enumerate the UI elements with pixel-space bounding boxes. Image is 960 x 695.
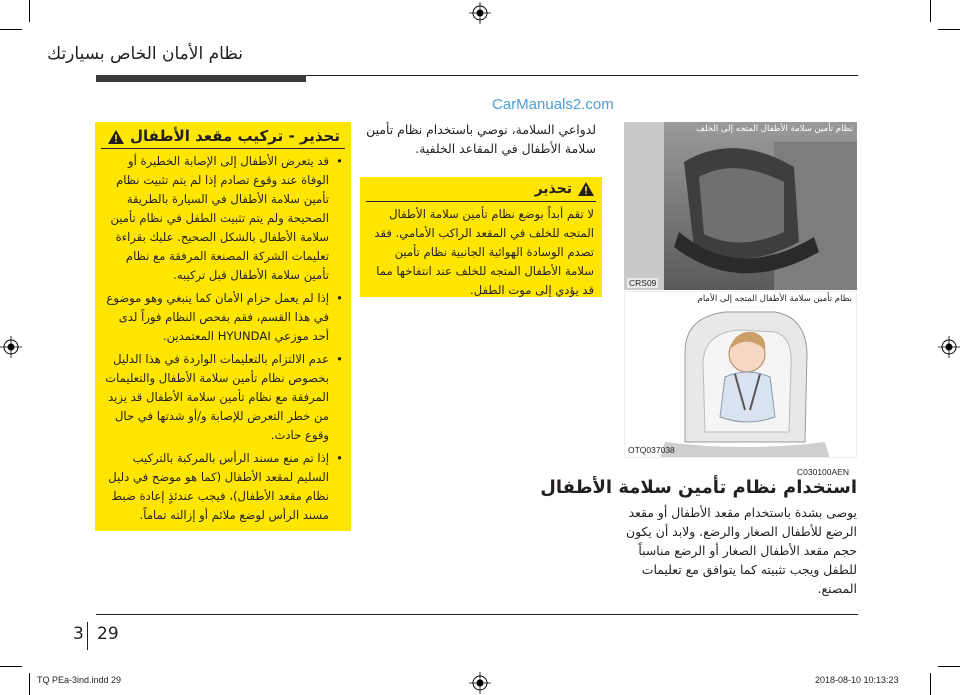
crop-mark	[29, 0, 30, 22]
figure-caption: نظام تأمين سلامة الأطفال المتجه إلى الخلف	[696, 124, 853, 134]
warning-triangle-icon	[108, 130, 124, 144]
warning-triangle-icon	[578, 182, 594, 196]
car-seat-illustration	[624, 122, 857, 290]
forward-facing-seat-illustration	[624, 291, 857, 458]
page-header-title: نظام الأمان الخاص بسيارتك	[47, 44, 243, 64]
chapter-number: 3	[73, 624, 84, 644]
section-body: يوصى بشدة باستخدام مقعد الأطفال أو مقعد الرضع للأطفال الصغار والرضع. ولابد أن يكون حجم مقعد الأطفال الصغار أو الرضع مناسباً للطفل ويجب تثبيته كما يتوافق مع تعليمات المصنع.	[625, 505, 857, 596]
registration-mark-icon	[469, 2, 491, 24]
warning-item: • قد يتعرض الأطفال إلى الإصابة الخطيرة أو الوفاة عند وقوع تصادم إذا لم يتم تثبيت نظام تأمين سلامة الأطفال في السيارة بالطريقة الصحيحة ولم يتم تثبيت الطفل في نظام تأمين سلامة الأطفال بالشكل الصحيح. عليك بقراءة تعليمات الشركة المصنعة المرفقة مع نظام تأمين سلامة الأطفال قبل تركيبه.	[103, 152, 343, 285]
warning-list-container	[103, 152, 343, 529]
print-date: 2018-08-10 10:13:23	[815, 675, 899, 685]
warning-text: لا تقم أبداً بوضع نظام تأمين سلامة الأطفال المتجه للخلف في المقعد الراكب الأمامي. فقد تصدم الوسادة الهوائية الجانبية نظام تأمين سلامة الأطفال المتجه للخلف عند انتفاخها مما قد يؤدي إلى موت الطفل.	[374, 207, 594, 297]
page-number-separator	[87, 622, 88, 650]
crop-mark	[938, 666, 960, 667]
registration-mark-icon	[0, 336, 22, 358]
figure-caption: نظام تأمين سلامة الأطفال المتجه إلى الأمام	[697, 294, 852, 304]
warning-item: • إذا تم منع مسند الرأس بالمركبة بالتركيب السليم لمقعد الأطفال (كما هو موضح في دليل نظام مقعد الأطفال)، فيجب عندئذٍ إعادة ضبط مسند الرأس لوضع ملائم أو إزالته تماماً.	[103, 449, 343, 525]
child-seat-illustration	[625, 292, 857, 458]
page-number: 29	[97, 624, 119, 644]
warning-item: • إذا لم يعمل حزام الأمان كما ينبغي وهو موضوع في هذا القسم، فقم بفحص النظام فوراً لدى أحد موزعي HYUNDAI المعتمدين.	[103, 289, 343, 346]
intro-paragraph: لدواعي السلامة، نوصي باستخدام نظام تأمين سلامة الأطفال في المقاعد الخلفية.	[366, 122, 596, 156]
warning-title-text: تحذير	[534, 181, 572, 197]
figure-code: CRS09	[629, 278, 657, 288]
crop-mark	[0, 29, 22, 30]
warning-title	[535, 181, 594, 197]
warning-item: • عدم الالتزام بالتعليمات الواردة في هذا الدليل بخصوص نظام تأمين سلامة الأطفال والتعليمات المرفقة مع نظام تأمين سلامة الأطفال قد يزيد من خطر التعرض للإصابة و/أو شدتها في حال وقوع حادث.	[103, 350, 343, 445]
warning-rule	[101, 148, 345, 149]
watermark-link[interactable]: CarManuals2.com	[492, 96, 614, 113]
warning-title	[105, 127, 343, 145]
figure-code: OTQ037038	[628, 445, 675, 455]
warning-list	[103, 152, 343, 525]
footer-rule	[96, 614, 858, 615]
section-heading: استخدام نظام تأمين سلامة الأطفال	[540, 477, 857, 498]
crop-mark	[0, 666, 22, 667]
crop-mark	[930, 0, 931, 22]
registration-mark-icon	[469, 672, 491, 694]
crop-mark	[930, 673, 931, 695]
warning-rule	[366, 201, 596, 202]
header-bar	[96, 75, 306, 82]
print-file-name: TQ PEa-3ind.indd 29	[37, 675, 122, 685]
section-code: C030100AEN	[797, 467, 849, 477]
warning-box-large	[95, 122, 351, 531]
rear-facing-seat-photo	[624, 122, 857, 290]
registration-mark-icon	[938, 336, 960, 358]
warning-title-text: تحذير - تركيب مقعد الأطفال	[130, 127, 340, 145]
warning-box-small	[360, 177, 602, 297]
crop-mark	[938, 29, 960, 30]
crop-mark	[29, 673, 30, 695]
